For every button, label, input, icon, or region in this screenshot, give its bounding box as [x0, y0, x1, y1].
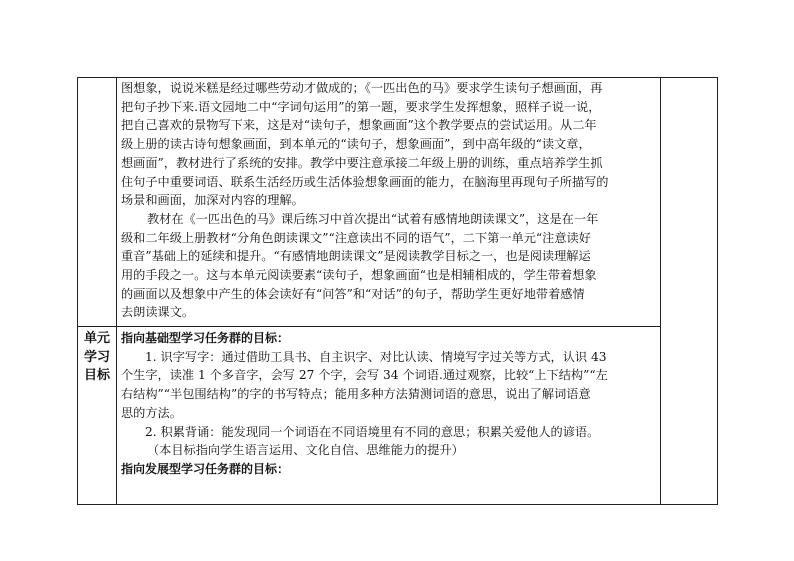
text-line: 把句子抄下来.语文园地二中“字词句运用”的第一题，要求学生发挥想象，照样子说一说，: [121, 99, 601, 114]
text-line: 1. 识字写字：通过借助工具书、自主识字、对比认读、情境写字过关等方式，认识 43: [145, 349, 607, 364]
label-line: 单元: [83, 331, 110, 346]
text-line: 把自己喜欢的景物写下来，这是对“读句子，想象画面”这个教学要点的尝试运用。从二年: [121, 118, 597, 133]
column-divider-left: [116, 78, 117, 504]
text-line: 思的方法。: [121, 405, 182, 420]
goal-heading: 指向基础型学习任务群的目标：: [121, 331, 290, 345]
goals-content-cell: [121, 329, 657, 479]
text-line: 图想象，说说米糕是经过哪些劳动才做成的；《一匹出色的马》要求学生读句子想画面，再: [121, 81, 603, 95]
text-line: 级上册的读古诗句想象画面，到本单元的“读句子，想象画面”，到中高年级的“读文章，: [121, 137, 591, 152]
text-line: 场景和画面，加深对内容的理解。: [121, 193, 304, 208]
label-line: 学习: [83, 349, 110, 365]
analysis-content-cell: [121, 79, 657, 322]
goal-note: （本目标指向学生语言运用、文化自信、思维能力的提升）: [147, 443, 464, 458]
text-line: 个生字，读准 1 个多音字，会写 27 个字，会写 34 个词语.通过观察，比较“上下结构”“左: [121, 368, 608, 383]
plan-table: [77, 77, 718, 505]
column-divider-right: [660, 78, 661, 504]
label-line: 目标: [83, 368, 110, 383]
text-line: 住句子中重要词语、联系生活经历或生活体验想象画面的能力，在脑海里再现句子所描写的: [121, 174, 609, 189]
text-line: 的画面以及想象中产生的体会读好有“问答”和“对话”的句子，帮助学生更好地带着感情: [121, 286, 585, 301]
text-line: 重音”基础上的延续和提升。“有感情地朗读课文”是阅读教学目标之一，也是阅读理解运: [121, 249, 591, 264]
text-line: 去朗读课文。: [121, 305, 195, 320]
unit-goals-label: [78, 330, 116, 386]
text-line: 2. 积累背诵：能发现同一个词语在不同语境里有不同的意思；积累关爱他人的谚语。: [145, 424, 600, 439]
text-line: 想画面”，教材进行了系统的安排。教学中要注意承接二年级上册的训练，重点培养学生抓: [121, 155, 603, 170]
text-line: 教材在《一匹出色的马》课后练习中首次提出“试着有感情地朗读课文”，这是在一年: [147, 211, 599, 226]
goal-heading: 指向发展型学习任务群的目标：: [121, 461, 290, 476]
text-line: 用的手段之一。这与本单元阅读要素“读句子，想象画面“也是相辅相成的，学生带着想象: [121, 268, 597, 283]
text-line: 级和二年级上册教材“分角色朗读课文”“注意读出不同的语气”，二下第一单元“注意读好: [121, 230, 591, 245]
text-line: 右结构”“半包围结构”的字的书写特点；能用多种方法猜测词语的意思，说出了解词语意: [121, 387, 591, 402]
row-divider: [78, 326, 660, 327]
